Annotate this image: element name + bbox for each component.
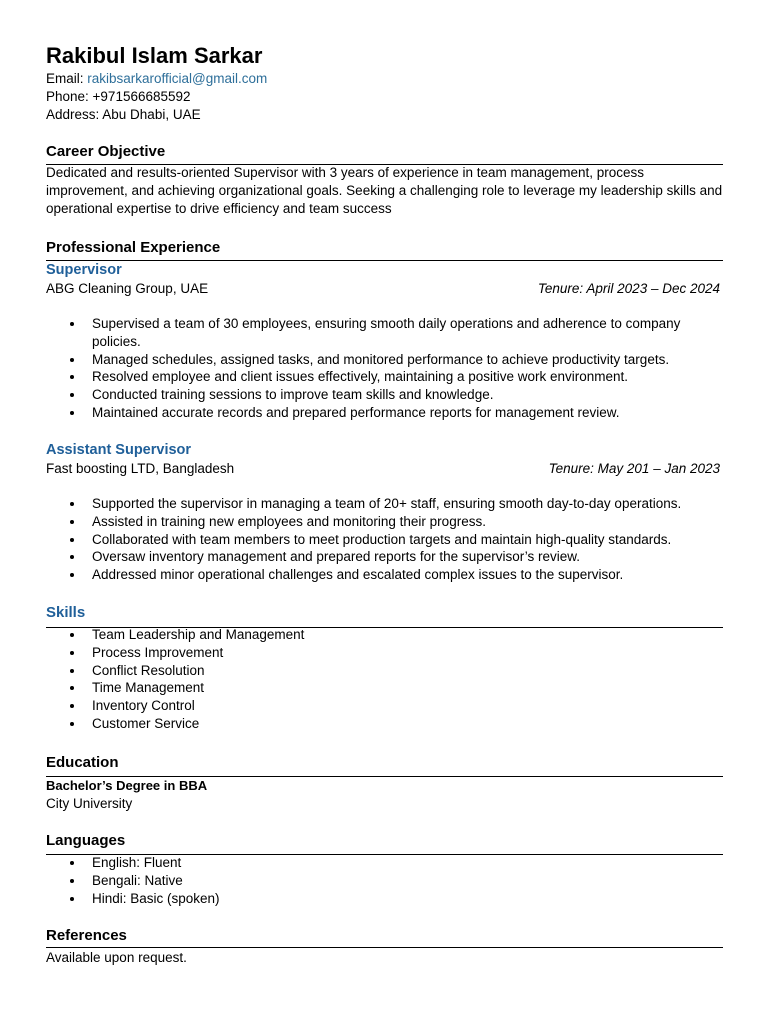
list-item: [46, 715, 726, 733]
list-item: [46, 513, 726, 531]
bullet-icon: [70, 358, 74, 362]
email-label: Email:: [46, 71, 88, 86]
skill-text: Customer Service: [92, 715, 200, 731]
job-responsibilities-list: [46, 315, 726, 422]
list-item: [46, 351, 726, 369]
bullet-icon: [70, 322, 74, 326]
skills-heading: Skills: [46, 604, 86, 621]
bullet-icon: [70, 393, 74, 397]
job-title: Assistant Supervisor: [46, 442, 192, 458]
bullet-icon: [70, 897, 74, 901]
list-item: [46, 626, 726, 644]
career-objective-heading: Career Objective: [46, 143, 166, 160]
list-item: [46, 531, 726, 549]
list-item-text: Collaborated with team members to meet production targets and maintain high-quality standards.: [92, 531, 672, 547]
bullet-icon: [70, 411, 74, 415]
list-item: [46, 854, 726, 872]
list-item: [46, 662, 726, 680]
bullet-icon: [70, 375, 74, 379]
list-item-text: Maintained accurate records and prepared performance reports for management review.: [92, 404, 620, 420]
list-item: [46, 697, 726, 715]
list-item-text: Supported the supervisor in managing a team of 20+ staff, ensuring smooth day-to-day operations.: [92, 496, 682, 511]
bullet-icon: [70, 555, 74, 559]
section-divider: [46, 260, 723, 261]
job-tenure: Tenure: April 2023 – Dec 2024: [537, 281, 720, 296]
job-tenure: Tenure: May 201 – Jan 2023: [548, 461, 720, 476]
education-heading: Education: [46, 754, 119, 771]
bullet-icon: [70, 704, 74, 708]
email-line: [46, 70, 267, 87]
list-item: [46, 566, 726, 584]
skill-text: Time Management: [92, 680, 205, 696]
job-company: ABG Cleaning Group, UAE: [46, 281, 209, 296]
skill-text: Conflict Resolution: [92, 662, 205, 678]
language-text: Hindi: Basic (spoken): [92, 890, 220, 906]
language-text: English: Fluent: [92, 855, 182, 870]
job-responsibilities-list: [46, 495, 726, 584]
list-item: [46, 315, 726, 351]
bullet-icon: [70, 879, 74, 883]
candidate-name: Rakibul Islam Sarkar: [46, 43, 263, 68]
phone-line: Phone: +971566685592: [46, 89, 191, 104]
references-heading: References: [46, 927, 127, 944]
skills-list: [46, 626, 726, 733]
career-objective-text: Dedicated and results-oriented Supervisor with 3 years of experience in team management, process improvement, and achieving organizational goals. Seeking a challenging role to leverage my leadership skills and operational expertise to drive efficiency and team success: [46, 165, 723, 216]
languages-list: [46, 854, 726, 907]
list-item: [46, 386, 726, 404]
languages-heading: Languages: [46, 832, 126, 849]
list-item-text: Resolved employee and client issues effectively, maintaining a positive work environment.: [92, 369, 629, 385]
address-line: Address: Abu Dhabi, UAE: [46, 107, 201, 122]
bullet-icon: [70, 651, 74, 655]
list-item-text: Managed schedules, assigned tasks, and monitored performance to achieve productivity targets.: [92, 351, 670, 367]
bullet-icon: [70, 686, 74, 690]
skill-text: Team Leadership and Management: [92, 627, 305, 642]
list-item: [46, 404, 726, 422]
list-item-text: Addressed minor operational challenges and escalated complex issues to the supervisor.: [92, 567, 624, 583]
list-item-text: Oversaw inventory management and prepared reports for the supervisor’s review.: [92, 549, 580, 565]
bullet-icon: [70, 520, 74, 524]
job-title: Supervisor: [46, 262, 122, 278]
language-text: Bengali: Native: [92, 872, 183, 888]
list-item: [46, 890, 726, 908]
list-item-text: Conducted training sessions to improve team skills and knowledge.: [92, 387, 494, 403]
bullet-icon: [70, 669, 74, 673]
references-text: Available upon request.: [46, 950, 187, 965]
list-item: [46, 644, 726, 662]
bullet-icon: [70, 722, 74, 726]
bullet-icon: [70, 861, 74, 865]
skill-text: Process Improvement: [92, 644, 224, 660]
institution-name: City University: [46, 796, 133, 811]
bullet-icon: [70, 633, 74, 637]
section-divider: [46, 947, 723, 948]
degree-name: Bachelor’s Degree in BBA: [46, 778, 208, 793]
skill-text: Inventory Control: [92, 698, 195, 714]
list-item: [46, 495, 726, 513]
list-item-text: Supervised a team of 30 employees, ensuring smooth daily operations and adherence to company policies.: [92, 316, 681, 349]
bullet-icon: [70, 538, 74, 542]
list-item: [46, 548, 726, 566]
bullet-icon: [70, 502, 74, 506]
email-link[interactable]: rakibsarkarofficial@gmail.com: [87, 71, 268, 86]
job-company: Fast boosting LTD, Bangladesh: [46, 461, 235, 476]
list-item: [46, 368, 726, 386]
list-item-text: Assisted in training new employees and monitoring their progress.: [92, 513, 486, 529]
experience-heading: Professional Experience: [46, 239, 221, 256]
bullet-icon: [70, 573, 74, 577]
list-item: [46, 679, 726, 697]
list-item: [46, 872, 726, 890]
